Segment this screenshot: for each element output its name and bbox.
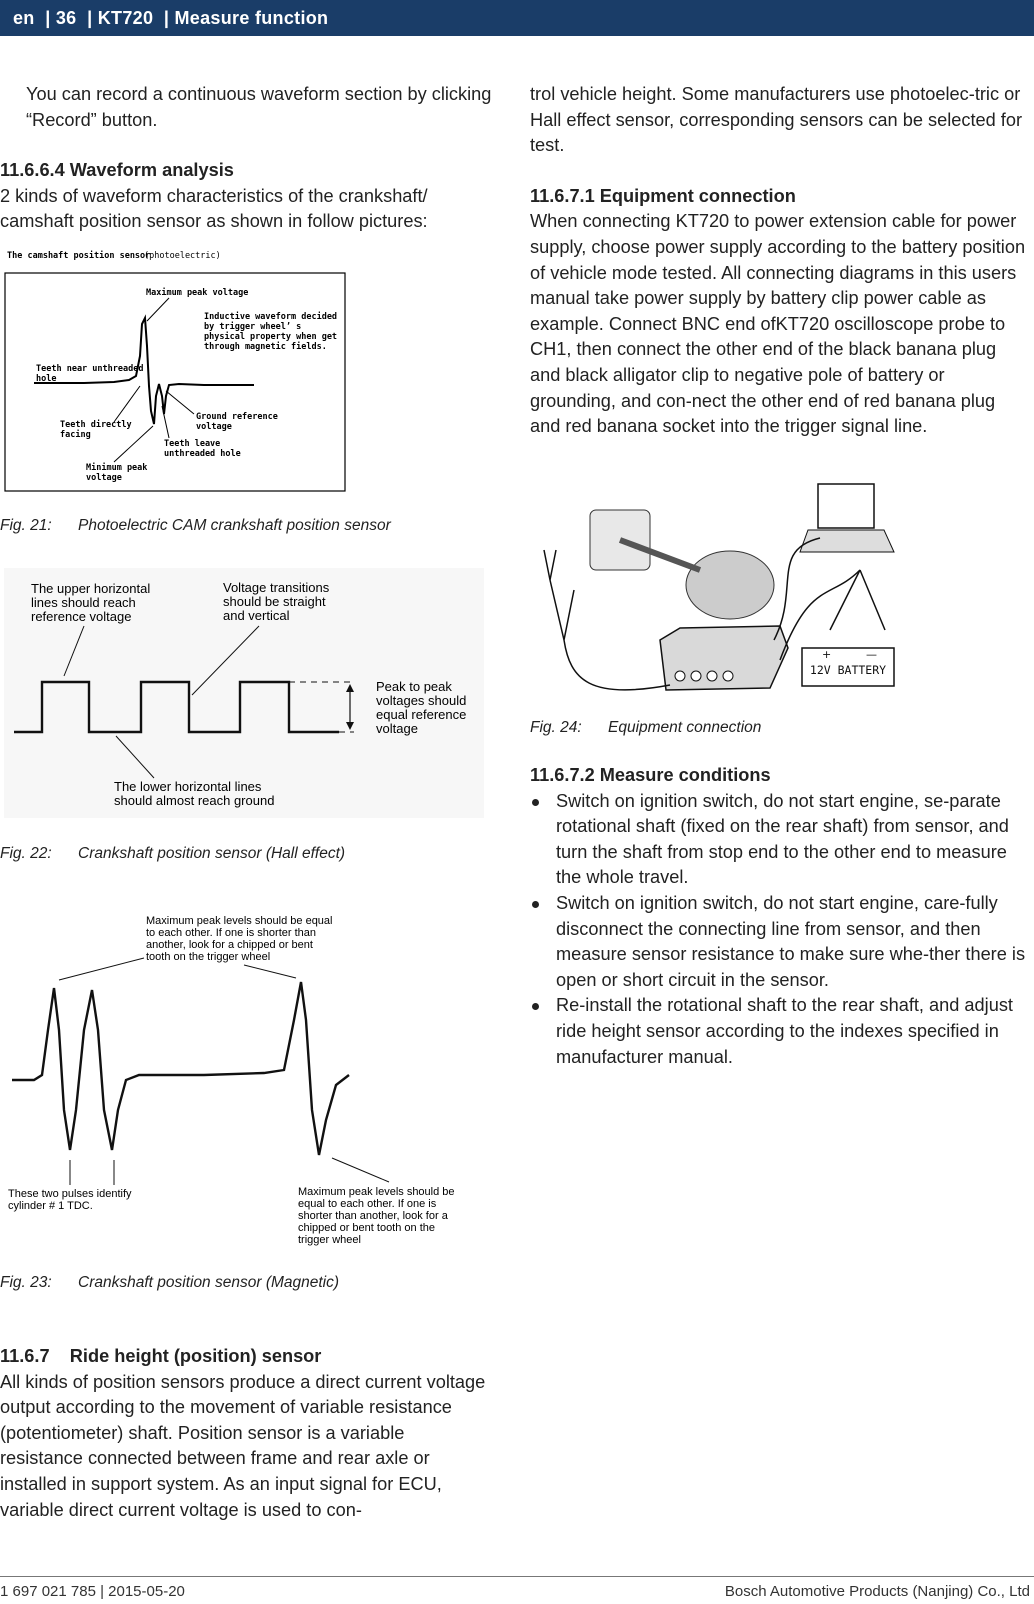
fig21-teeth-near-2: hole [36,374,57,384]
fig22-caption-text: Crankshaft position sensor (Hall effect) [78,845,346,862]
fig22-p2p-2: voltages should [376,693,467,708]
usb-cable [774,538,820,640]
fig21-teeth-near-1: Teeth near unthreaded [36,364,144,374]
fig21-ground-2: voltage [196,422,232,432]
header-lang: en [13,8,35,28]
fig23-bot-2: equal to each other. If one is [298,1198,437,1210]
list-item-text: Re-install the rotational shaft to the rear shaft, and adjust ride height sensor according to the indexes specified in manufacturer manual. [556,995,1013,1067]
fig22-caption-number: Fig. 22: [0,845,52,862]
fig21-min-peak-2: voltage [86,473,122,483]
figure-23 [4,910,484,1250]
fig23-caption-number: Fig. 23: [0,1274,52,1291]
fig21-arrow-direct [114,386,140,422]
list-item [530,891,1030,993]
heading-measure-conditions: 11.6.7.2 Measure conditions [530,765,771,785]
header-section: Measure function [174,8,329,28]
alligator-clip [544,550,556,580]
fig22-upper-2: lines should reach [31,595,136,610]
fig21-arrow-min [114,426,153,462]
fig21-teeth-leave-2: unthreaded hole [164,449,241,459]
kt720-port-4 [723,671,733,681]
fig23-waveform [12,982,349,1155]
fig23-caption [0,1270,492,1296]
fig24-caption [530,715,1030,741]
fig21-arrow-leave [162,406,169,438]
bullet-icon [532,901,539,908]
fig21-inductive-4: through magnetic fields. [204,342,327,352]
power-cable [780,570,860,660]
ride-height-section [0,1344,492,1523]
step-9 [0,82,492,133]
fig23-bot-1: Maximum peak levels should be [298,1186,455,1198]
step-9-text: You can record a continuous waveform section by clicking “Record” button. [26,84,492,130]
fig23-bot-4: chipped or bent tooth on the [298,1222,435,1234]
fig23-bot-3: shorter than another, look for a [298,1210,448,1222]
fig21-ground-1: Ground reference [196,412,278,422]
fig21-caption [0,513,492,539]
header-model: KT720 [97,8,154,28]
fig24-caption-text: Equipment connection [608,719,762,736]
conditions-list [530,789,1030,1071]
step-9-number [0,82,26,108]
probe-cable [550,580,670,690]
measure-conditions-section [530,763,1030,1070]
paragraph-continued: trol vehicle height. Some manufacturers use photoelec-tric or Hall effect sensor, corresponding sensors can be selected for test. [530,84,1023,156]
fig22-trans-3: and vertical [223,608,290,623]
battery-label: 12V BATTERY [809,663,887,677]
fig21-label-max-peak: Maximum peak voltage [146,288,249,298]
figure-22 [4,568,484,818]
laptop-keyboard [800,530,894,552]
bullet-icon [532,1003,539,1010]
fig22-trans-2: should be straight [223,594,326,609]
fig21-teeth-direct-1: Teeth directly [60,420,132,430]
figure-24 [530,480,916,710]
fig23-top-4: tooth on the trigger wheel [146,951,271,963]
fig21-teeth-direct-2: facing [60,430,91,440]
fig23-caption-text: Crankshaft position sensor (Magnetic) [78,1274,340,1291]
heading-equipment-connection: 11.6.7.1 Equipment connection [530,185,796,206]
sensor-housing [686,551,774,619]
list-item-text: Switch on ignition switch, do not start engine, care-fully disconnect the connecting line from sensor, and then measure sensor resistance to make sure whe-ther there is open or short circuit in the sensor. [556,892,1026,990]
fig21-arrow-max [147,298,169,321]
fig21-inductive-3: physical property when get [204,332,338,342]
heading-ride-height: 11.6.7 Ride height (position) sensor [0,1346,322,1366]
heading-waveform-analysis: 11.6.6.4 Waveform analysis [0,160,234,181]
fig23-pulses-1: These two pulses identify [8,1188,132,1200]
right-column [530,82,1030,440]
fig23-arrow-bottom [332,1158,389,1182]
fig23-bot-5: trigger wheel [298,1234,361,1246]
battery-minus: — [866,648,877,661]
fig23-arrow-top-left [59,958,144,980]
fig22-lower-2: should almost reach ground [114,793,275,808]
header-text: en | 36 | KT720 | Measure function [13,8,329,28]
kt720-port-1 [675,671,685,681]
kt720-port-3 [707,671,717,681]
footer-right: Bosch Automotive Products (Nanjing) Co., Ltd [724,1583,1030,1600]
bullet-icon [532,799,539,806]
fig22-trans-1: Voltage transitions [223,580,330,595]
figure-21 [4,246,348,494]
paragraph-equipment: When connecting KT720 to power extension cable for power supply, choose power supply according to the battery position of vehicle mode tested. All connecting diagrams in this users manual take power supply by battery clip power cable as example. Connect BNC end ofKT720 oscilloscope probe to CH1, then connect the other end of the black banana plug and black alligator clip to negative pole of battery or grounding, and con-nect the other end of red banana plug and red banana socket into the trigger signal line. [530,211,1026,437]
fig21-teeth-leave-1: Teeth leave [164,439,221,449]
fig22-upper-1: The upper horizontal [31,581,151,596]
fig23-pulses-2: cylinder # 1 TDC. [8,1200,93,1212]
fig21-title: The camshaft position sensor [7,251,151,261]
left-column [0,82,492,235]
fig22-upper-3: reference voltage [31,609,132,624]
fig21-inductive-1: Inductive waveform decided [204,312,338,322]
fig21-min-peak-1: Minimum peak [86,463,148,473]
fig22-caption [0,841,492,867]
fig22-p2p-1: Peak to peak [376,679,452,694]
battery-clips-cable [830,570,885,630]
list-item-text: Switch on ignition switch, do not start engine, se-parate rotational shaft (fixed on the rear shaft) from sensor, and turn the shaft from stop end to the other end to measure the whole travel. [556,790,1009,888]
list-item [530,789,1030,891]
fig23-arrow-top-right [244,965,296,978]
kt720-port-2 [691,671,701,681]
footer-left: 1 697 021 785 | 2015-05-20 [0,1583,185,1600]
fig23-top-1: Maximum peak levels should be equal [146,915,333,927]
fig24-caption-number: Fig. 24: [530,719,582,736]
page-header [0,0,1034,36]
list-item [530,993,1030,1070]
footer-divider [0,1576,1034,1577]
fig22-p2p-3: equal reference [376,707,467,722]
fig21-inductive-2: by trigger wheel’ s [204,322,302,332]
fig22-lower-1: The lower horizontal lines [114,779,262,794]
header-page-number: 36 [55,8,77,28]
fig23-top-2: to each other. If one is shorter than [146,927,316,939]
paragraph-waveform: 2 kinds of waveform characteristics of the crankshaft/ camshaft position sensor as shown in follow pictures: [0,185,428,232]
fig22-p2p-4: voltage [376,721,418,736]
fig23-top-3: another, look for a chipped or bent [146,939,313,951]
fig21-arrow-ground [166,391,194,414]
laptop-screen [818,484,874,528]
battery-plus: + [822,648,832,661]
fig21-title-paren: (photoelectric) [144,251,221,261]
paragraph-ride-height: All kinds of position sensors produce a direct current voltage output according to the movement of variable resistance (potentiometer) shaft. Position sensor is a variable resistance connected between frame and rear axle or installed in support system. As an input signal for ECU, variable direct current voltage is used to con- [0,1371,486,1520]
fig21-caption-number: Fig. 21: [0,517,52,534]
fig21-caption-text: Photoelectric CAM crankshaft position sensor [78,517,391,534]
equipment-illustration [530,480,916,710]
